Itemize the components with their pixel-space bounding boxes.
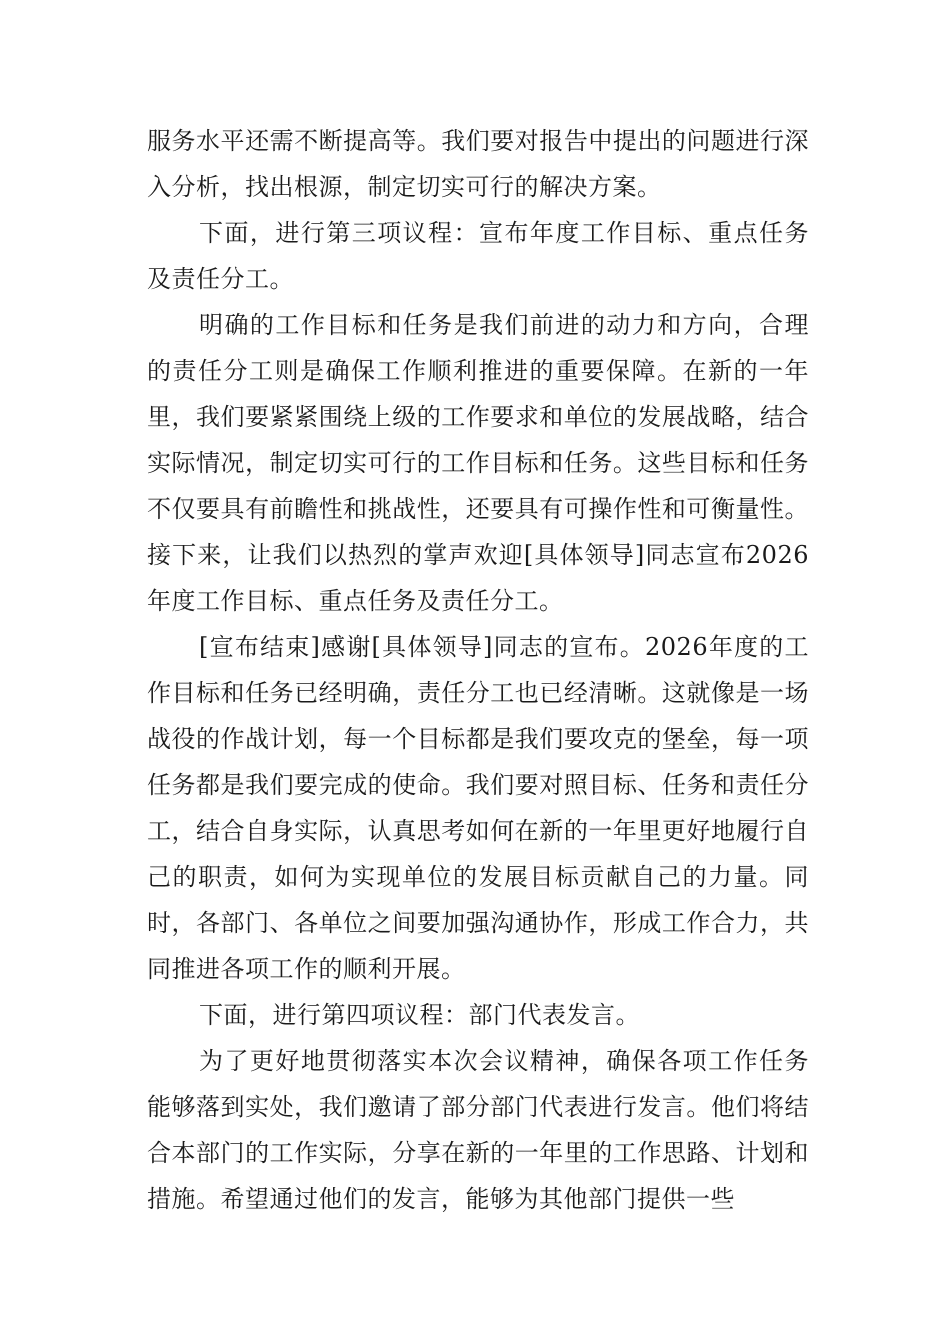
document-page [147, 118, 809, 1222]
paragraph: [宣布结束]感谢[具体领导]同志的宣布。2026年度的工作目标和任务已经明确，责任分工也已经清晰。这就像是一场战役的作战计划，每一个目标都是我们要攻克的堡垒，每一项任务都是我们要完成的使命。我们要对照目标、任务和责任分工，结合自身实际，认真思考如何在新的一年里更好地履行自己的职责，如何为实现单位的发展目标贡献自己的力量。同时，各部门、各单位之间要加强沟通协作，形成工作合力，共同推进各项工作的顺利开展。 [147, 633, 809, 983]
paragraph: 下面，进行第四项议程：部门代表发言。 [199, 1001, 640, 1029]
paragraph: 为了更好地贯彻落实本次会议精神，确保各项工作任务能够落到实处，我们邀请了部分部门代表进行发言。他们将结合本部门的工作实际，分享在新的一年里的工作思路、计划和措施。希望通过他们的发言，能够为其他部门提供一些 [147, 1047, 809, 1213]
paragraph: 服务水平还需不断提高等。我们要对报告中提出的问题进行深入分析，找出根源，制定切实可行的解决方案。 [147, 127, 809, 201]
paragraph: 下面，进行第三项议程：宣布年度工作目标、重点任务及责任分工。 [147, 219, 809, 293]
paragraph: 明确的工作目标和任务是我们前进的动力和方向，合理的责任分工则是确保工作顺利推进的重要保障。在新的一年里，我们要紧紧围绕上级的工作要求和单位的发展战略，结合实际情况，制定切实可行的工作目标和任务。这些目标和任务不仅要具有前瞻性和挑战性，还要具有可操作性和可衡量性。接下来，让我们以热烈的掌声欢迎[具体领导]同志宣布2026年度工作目标、重点任务及责任分工。 [147, 311, 809, 615]
